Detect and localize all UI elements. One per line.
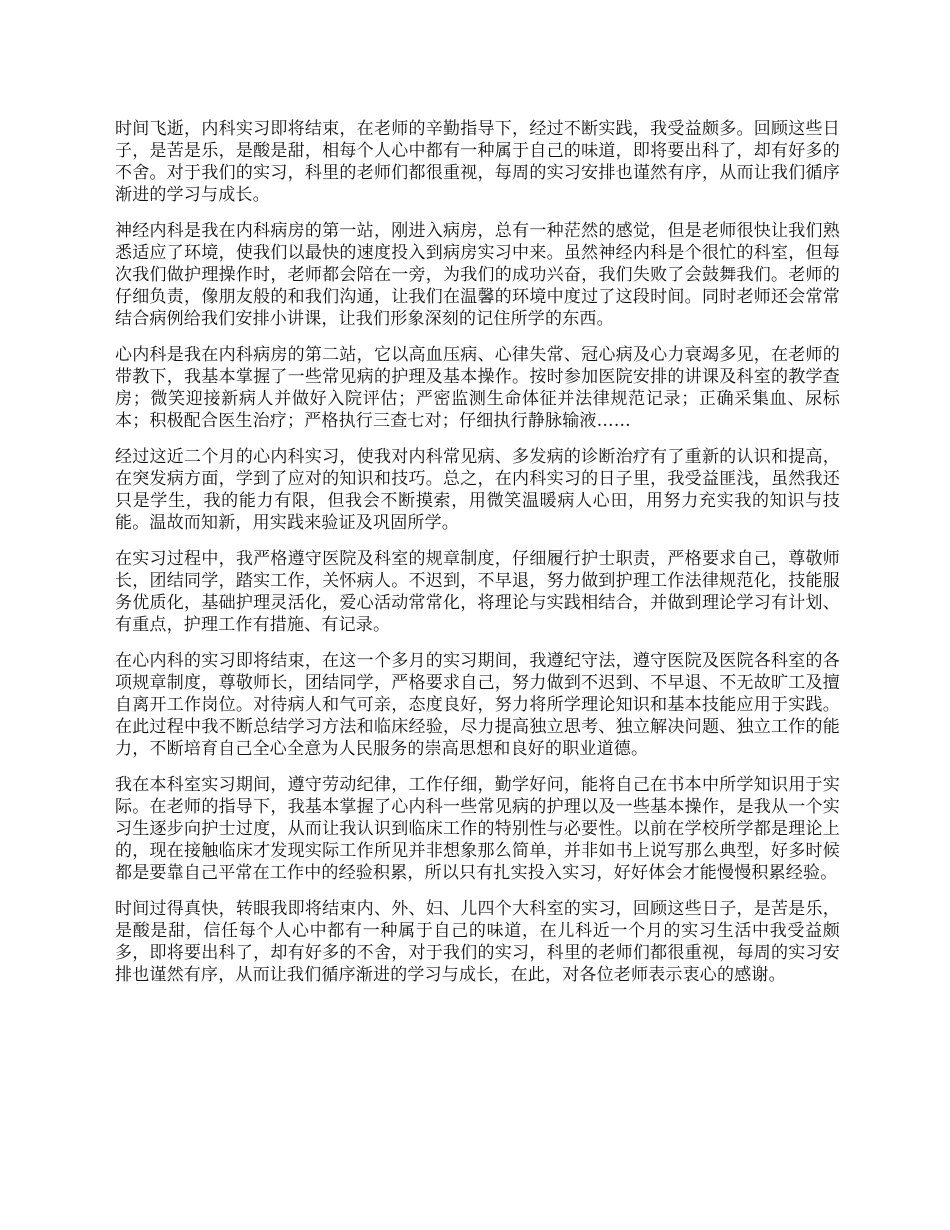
paragraph-4: 经过这近二个月的心内科实习，使我对内科常见病、多发病的诊断治疗有了重新的认识和提高，在突发病方面，学到了应对的知识和技巧。总之，在内科实习的日子里，我受益匪浅，虽然我还只是学生，我的能力有限，但我会不断摸索，用微笑温暖病人心田，用努力充实我的知识与技能。温故而知新，用实践来验证及巩固所学。 — [115, 447, 840, 533]
paragraph-3: 心内科是我在内科病房的第二站，它以高血压病、心律失常、冠心病及心力衰竭多见，在老师的带教下，我基本掌握了一些常见病的护理及基本操作。按时参加医院安排的讲课及科室的教学查房；微笑迎接新病人并做好入院评估；严密监测生命体征并法律规范记录；正确采集血、尿标本；积极配合医生治疗；严格执行三查七对；仔细执行静脉输液…… — [115, 345, 840, 431]
paragraph-7: 我在本科室实习期间，遵守劳动纪律，工作仔细，勤学好问，能将自己在书本中所学知识用于实际。在老师的指导下，我基本掌握了心内科一些常见病的护理以及一些基本操作，是我从一个实习生逐步向护士过度，从而让我认识到临床工作的特别性与必要性。以前在学校所学都是理论上的，现在接触临床才发现实际工作所见并非想象那么简单，并非如书上说写那么典型，好多时候都是要靠自己平常在工作中的经验积累，所以只有扎实投入实习，好好体会才能慢慢积累经验。 — [115, 775, 840, 883]
document-body — [115, 118, 840, 1000]
paragraph-8: 时间过得真快，转眼我即将结束内、外、妇、儿四个大科室的实习，回顾这些日子，是苦是乐，是酸是甜，信任每个人心中都有一种属于自己的味道，在儿科近一个月的实习生活中我受益颇多，即将要出科了，却有好多的不舍，对于我们的实习，科里的老师们都很重视，每周的实习安排也谨然有序，从而让我们循序渐进的学习与成长，在此，对各位老师表示衷心的感谢。 — [115, 899, 840, 985]
paragraph-1: 时间飞逝，内科实习即将结束，在老师的辛勤指导下，经过不断实践，我受益颇多。回顾这些日子，是苦是乐，是酸是甜，相每个人心中都有一种属于自己的味道，即将要出科了，却有好多的不舍。对于我们的实习，科里的老师们都很重视，每周的实习安排也谨然有序，从而让我们循序渐进的学习与成长。 — [115, 119, 840, 205]
paragraph-5: 在实习过程中，我严格遵守医院及科室的规章制度，仔细履行护士职责，严格要求自己，尊敬师长，团结同学，踏实工作，关怀病人。不迟到，不早退，努力做到护理工作法律规范化，技能服务优质化，基础护理灵活化，爱心活动常常化，将理论与实践相结合，并做到理论学习有计划、有重点，护理工作有措施、有记录。 — [115, 549, 840, 635]
paragraph-2: 神经内科是我在内科病房的第一站，刚进入病房，总有一种茫然的感觉，但是老师很快让我们熟悉适应了环境，使我们以最快的速度投入到病房实习中来。虽然神经内科是个很忙的科室，但每次我们做护理操作时，老师都会陪在一旁，为我们的成功兴奋，我们失败了会鼓舞我们。老师的仔细负责，像朋友般的和我们沟通，让我们在温馨的环境中度过了这段时间。同时老师还会常常结合病例给我们安排小讲课，让我们形象深刻的记住所学的东西。 — [115, 221, 840, 329]
paragraph-6: 在心内科的实习即将结束，在这一个多月的实习期间，我遵纪守法，遵守医院及医院各科室的各项规章制度，尊敬师长，团结同学，严格要求自己，努力做到不迟到、不早退、不无故旷工及擅自离开工作岗位。对待病人和气可亲，态度良好，努力将所学理论知识和基本技能应用于实践。在此过程中我不断总结学习方法和临床经验，尽力提高独立思考、独立解决问题、独立工作的能力，不断培育自己全心全意为人民服务的崇高思想和良好的职业道德。 — [115, 651, 840, 759]
